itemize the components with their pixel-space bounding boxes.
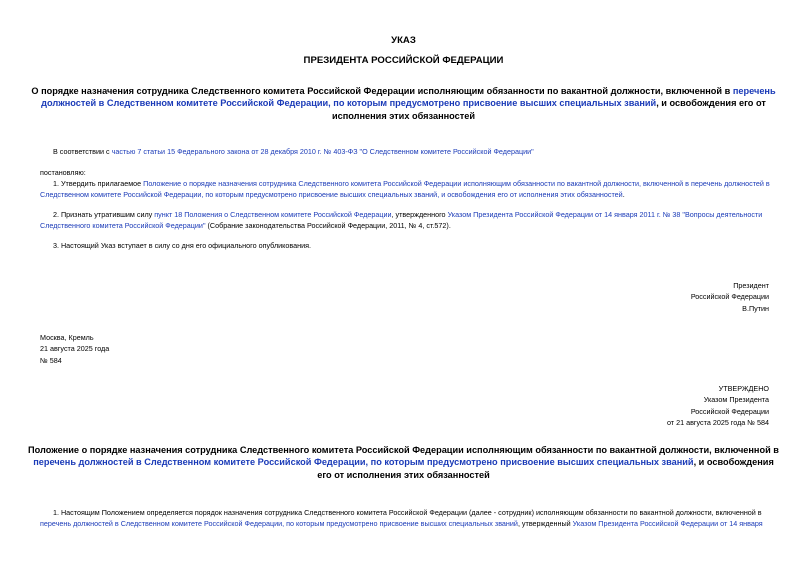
regulation-item-1-mid: , утвержденный bbox=[517, 519, 573, 529]
decree-title bbox=[28, 85, 779, 122]
decree-label: УКАЗ bbox=[391, 35, 416, 46]
regulation-item-1 bbox=[40, 507, 772, 529]
item-3: 3. Настоящий Указ вступает в силу со дня его официального опубликования. bbox=[53, 241, 312, 250]
resolves: постановляю: bbox=[40, 168, 86, 177]
decree-number: № 584 bbox=[40, 355, 62, 365]
title-text-end: , и освобождения его от исполнения этих обязанностей bbox=[331, 98, 766, 121]
place: Москва, Кремль bbox=[40, 333, 94, 342]
item-2-mid: , утвержденного bbox=[391, 210, 448, 219]
place-date-block bbox=[40, 332, 109, 366]
signature-title: Президент bbox=[733, 281, 769, 290]
regulation-item-1-text: 1. Настоящим Положением определяется порядок назначения сотрудника Следственного комитета Российской Федерации (далее - сотрудник) исполняющим обязанности по вакантной должности, включенной в bbox=[53, 508, 762, 517]
approved-date: от 21 августа 2025 года № 584 bbox=[666, 417, 769, 427]
approved-block bbox=[667, 383, 769, 428]
title-text: О порядке назначения сотрудника Следственного комитета Российской Федерации исполняющим обязанности по вакантной должности, включенной в bbox=[31, 86, 733, 96]
item-2-text: 2. Признать утратившим силу bbox=[53, 210, 155, 219]
item-1-end: . bbox=[622, 190, 625, 200]
item-1-regulation-link[interactable]: Положение о порядке назначения сотрудника Следственного комитета Российской Федерации исполняющим обязанности по вакантной должности, включенной в перечень должностей в Следственном комитете Российской Федерации, по которым предусмотрено присвоение высших специальных званий, и освобождения его от исполнения этих обязанностей bbox=[40, 179, 770, 200]
approved-decree-link[interactable]: Указом Президента bbox=[703, 395, 769, 405]
regulation-item-1-list-link[interactable]: перечень должностей в Следственном комитете Российской Федерации, по которым предусмотрено присвоение высших специальных званий bbox=[40, 519, 518, 529]
preamble-text: В соответствии с bbox=[53, 147, 112, 156]
item-1-text: 1. Утвердить прилагаемое bbox=[53, 179, 144, 188]
item-2 bbox=[40, 209, 772, 231]
preamble-law-link[interactable]: частью 7 статьи 15 Федерального закона от 28 декабря 2010 г. № 403-ФЗ "О Следственном комитете Российской Федерации" bbox=[111, 147, 534, 156]
item-2-point-link[interactable]: пункт 18 Положения о Следственном комитете Российской Федерации bbox=[154, 210, 392, 219]
regulation-title-text: Положение о порядке назначения сотрудника Следственного комитета Российской Федерации исполняющим обязанности по вакантной должности, включенной в bbox=[28, 445, 779, 455]
approved-label: УТВЕРЖДЕНО bbox=[718, 384, 769, 393]
title-link[interactable]: перечень должностей в Следственном комитете Российской Федерации, по которым предусмотрено присвоение высших специальных званий bbox=[41, 86, 776, 109]
regulation-item-1-decree-link[interactable]: Указом Президента Российской Федерации от 14 января bbox=[572, 519, 763, 529]
item-2-end: (Собрание законодательства Российской Федерации, 2011, № 4, ст.572). bbox=[205, 221, 451, 231]
item-2-decree-link[interactable]: Указом Президента Российской Федерации от 14 января 2011 г. № 38 "Вопросы деятельности Следственного комитета Российской Федерации" bbox=[40, 210, 763, 231]
date: 21 августа 2025 года bbox=[40, 344, 110, 354]
regulation-title-end: , и освобождения его от исполнения этих обязанностей bbox=[317, 457, 774, 480]
decree-issuer: ПРЕЗИДЕНТА РОССИЙСКОЙ ФЕДЕРАЦИИ bbox=[303, 55, 504, 66]
approved-by[interactable] bbox=[667, 394, 769, 405]
signature-block bbox=[691, 280, 769, 314]
signature-name: В.Путин bbox=[742, 303, 769, 313]
preamble bbox=[40, 146, 772, 157]
regulation-title bbox=[28, 444, 779, 481]
regulation-title-link[interactable]: перечень должностей в Следственном комитете Российской Федерации, по которым предусмотрено присвоение высших специальных званий bbox=[33, 457, 694, 468]
approved-country: Российской Федерации bbox=[690, 406, 769, 416]
item-1 bbox=[40, 178, 772, 200]
signature-country: Российской Федерации bbox=[690, 292, 769, 302]
